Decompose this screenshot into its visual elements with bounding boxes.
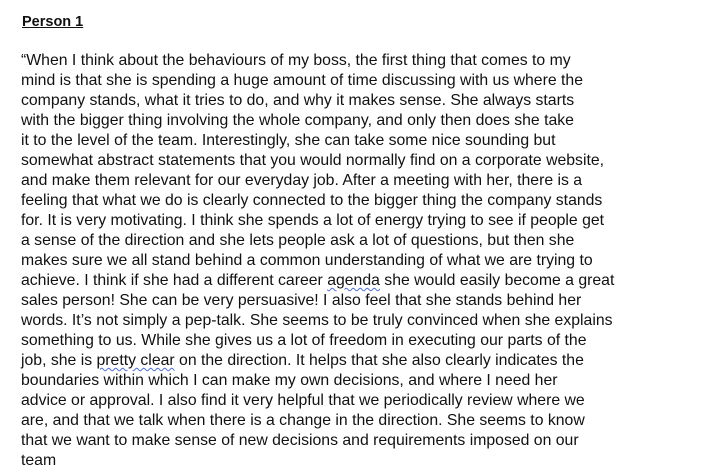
- paragraph-line: “When I think about the behaviours of my boss, the first thing that comes to my: [21, 52, 571, 69]
- paragraph-line: job, she is pretty clear on the direction. It helps that she also clearly indicates the: [21, 352, 584, 369]
- paragraph-line: mind is that she is spending a huge amount of time discussing with us where the: [21, 72, 583, 89]
- paragraph-line: achieve. I think if she had a different career agenda she would easily become a great: [21, 272, 615, 289]
- quote-paragraph: [21, 51, 614, 471]
- paragraph-line: for. It is very motivating. I think she spends a lot of energy trying to see if people get: [21, 212, 605, 229]
- proofing-underline: pretty clear: [96, 352, 175, 369]
- proofing-underline: agenda: [327, 272, 380, 289]
- paragraph-line: sales person! She can be very persuasive! I also feel that she stands behind her: [21, 292, 582, 309]
- paragraph-line: that we want to make sense of new decisions and requirements imposed on our: [21, 432, 579, 449]
- paragraph-line: boundaries within which I can make my own decisions, and where I need her: [21, 372, 558, 389]
- section-heading: Person 1: [22, 14, 84, 30]
- paragraph-line: makes sure we all stand behind a common understanding of what we are trying to: [21, 252, 593, 269]
- paragraph-line: with the bigger thing involving the whole company, and only then does she take: [21, 112, 574, 129]
- paragraph-line: team: [21, 452, 57, 469]
- paragraph-line: a sense of the direction and she lets people ask a lot of questions, but then she: [21, 232, 575, 249]
- paragraph-line: advice or approval. I also find it very helpful that we periodically review where we: [21, 392, 585, 409]
- paragraph-line: it to the level of the team. Interestingly, she can take some nice sounding but: [21, 132, 556, 149]
- paragraph-line: something to us. While she gives us a lot of freedom in executing our parts of the: [21, 332, 587, 349]
- paragraph-line: feeling that what we do is clearly connected to the bigger thing the company stands: [21, 192, 603, 209]
- paragraph-line: are, and that we talk when there is a change in the direction. She seems to know: [21, 412, 585, 429]
- paragraph-line: company stands, what it tries to do, and why it makes sense. She always starts: [21, 92, 575, 109]
- paragraph-line: and make them relevant for our everyday job. After a meeting with her, there is a: [21, 172, 583, 189]
- paragraph-line: somewhat abstract statements that you would normally find on a corporate website,: [21, 152, 605, 169]
- paragraph-line: words. It’s not simply a pep-talk. She seems to be truly convinced when she explains: [21, 312, 613, 329]
